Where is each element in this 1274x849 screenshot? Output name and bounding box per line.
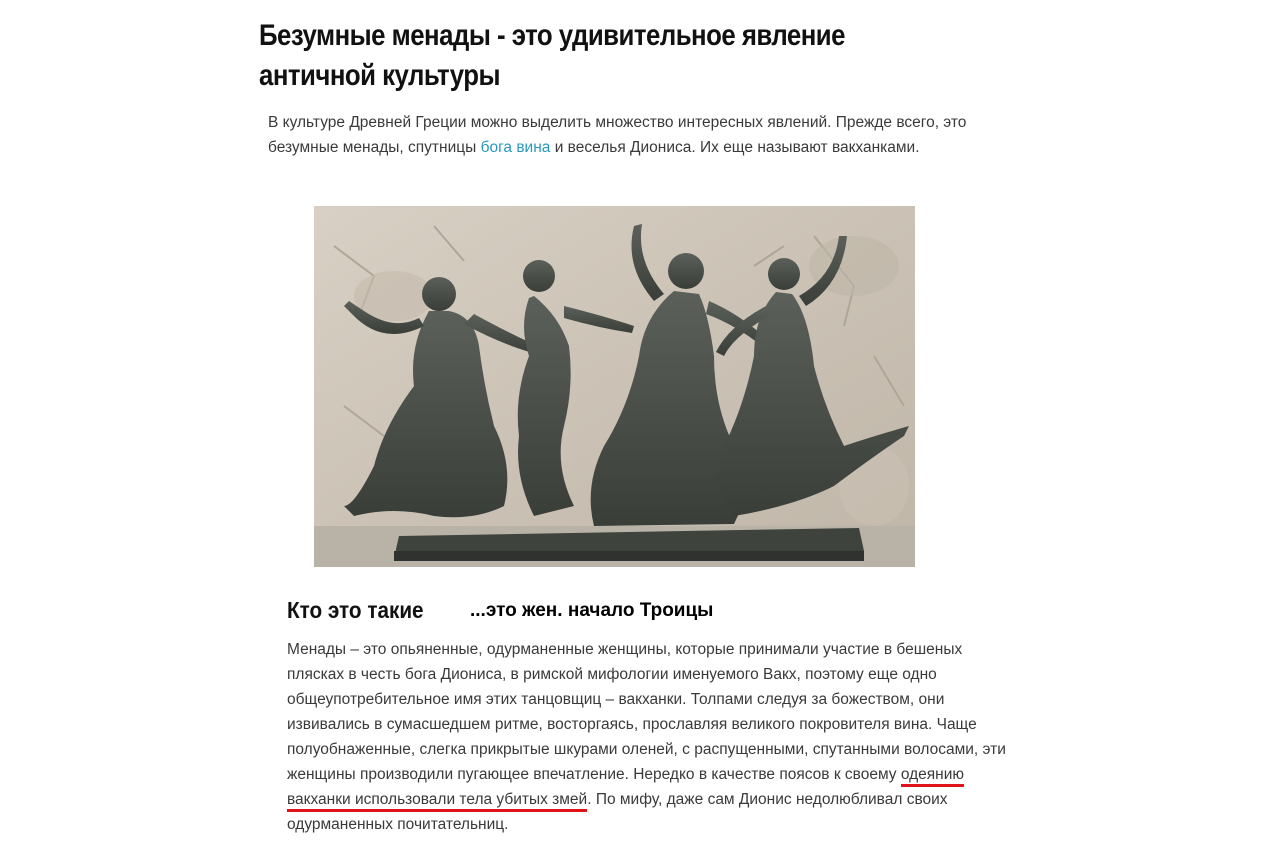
intro-text-start: В культуре Древней Греции можно выделить множество интересных явлений. Прежде всего, это безумные менады, спутницы: [268, 114, 967, 156]
maenads-statue-photo: [314, 206, 915, 567]
underlined-phrase: одеянию вакханки использовали тела убитых змей: [287, 766, 964, 812]
wine-god-link[interactable]: бога вина: [480, 139, 551, 156]
intro-paragraph: [268, 110, 1008, 160]
article-title: Безумные менады - это удивительное явление античной культуры: [259, 19, 845, 92]
section-paragraph: [287, 637, 1022, 837]
intro-text-end: и веселья Диониса. Их еще называют вакханками.: [550, 139, 920, 156]
section-heading: Кто это такие: [287, 597, 424, 623]
paragraph-text-end: . По мифу, даже сам Дионис недолюбливал своих одурманенных почитательниц.: [287, 791, 948, 833]
paragraph-text-start: Менады – это опьяненные, одурманенные женщины, которые принимали участие в бешеных плясках в честь бога Диониса, в римской мифологии именуемого Вакх, поэтому еще одно общеупотребительное имя этих танцовщиц – вакханки. Толпами следуя за божеством, они извивались в сумасшедшем ритме, восторгаясь, прославляя великого покровителя вина. Чаще полуобнаженные, слегка прикрытые шкурами оленей, с распущенными, спутанными волосами, эти женщины производили пугающее впечатление. Нередко в качестве поясов к своему: [287, 641, 1006, 783]
handwritten-annotation: ...это жен. начало Троицы: [470, 600, 714, 621]
